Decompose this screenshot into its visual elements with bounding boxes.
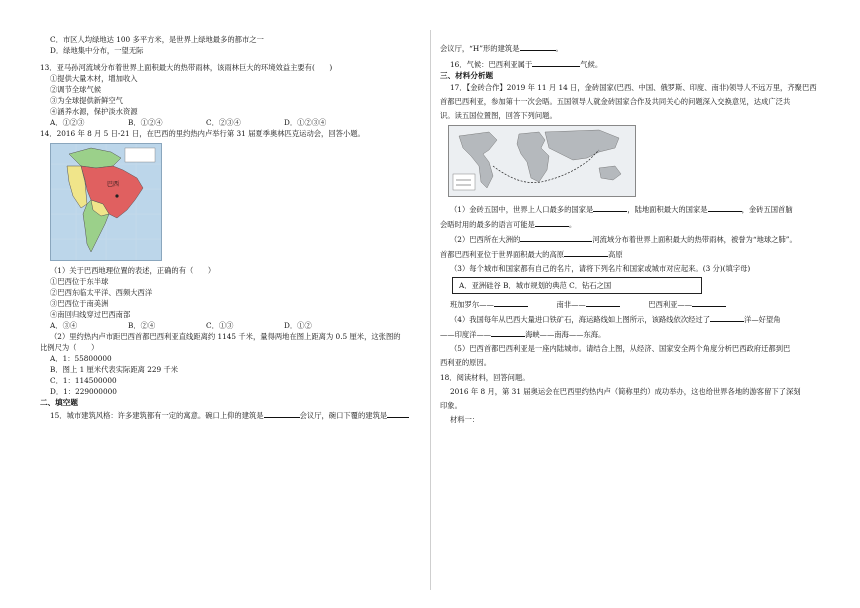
q14-sub2-option-b: B．图上 1 厘米代表实际距离 229 千米 <box>50 365 179 374</box>
q17-intro-2: 首都巴西利亚，参加第十一次会晤。五国领导人就金砖国家合作及共同关心的问题深入交换意见，达成广泛共 <box>440 97 791 106</box>
map-legend <box>125 148 155 162</box>
q17-s3-stem: （3）每个城市和国家都有自己的名片，请将下列名片和国家或城市对应起来。(3 分)(填字母) <box>450 264 751 273</box>
q14-sub1-item: ④南回归线穿过巴西南部 <box>50 310 131 319</box>
q13-options <box>40 117 420 128</box>
q14-sub1-option-c: C．①③ <box>206 321 234 330</box>
q17-s2-text: 河流域分布着世界上面积最大的热带雨林，被誉为“地球之肺”。 <box>592 235 797 244</box>
brics-world-map <box>448 125 636 197</box>
q15-cont-text-b: 。 <box>555 44 563 53</box>
q17-s3-blank-1[interactable] <box>494 298 528 307</box>
q17-s2-text: 首都巴西利亚位于世界面积最大的高原 <box>440 250 565 259</box>
q13-item: ②调节全球气候 <box>50 85 102 94</box>
q14-sub1-options <box>40 320 420 331</box>
landmass-asia <box>545 130 619 160</box>
world-map-legend <box>453 174 475 190</box>
q17-s1-text: 会晤时用的最多的语言可能是 <box>440 220 535 229</box>
landmass-europe-africa <box>517 132 549 182</box>
q17-s2-text: （2）巴西所在大洲的 <box>450 235 521 244</box>
q16-text <box>440 58 828 70</box>
landmass-australia <box>599 166 621 180</box>
q17-s4-line2 <box>440 328 828 340</box>
q17-s1-text: （1）金砖五国中，世界上人口最多的国家是 <box>450 205 594 214</box>
q17-intro-3: 识。读五国位置图，回答下列问题。 <box>440 111 557 120</box>
q17-s2-text: 高原 <box>608 250 623 259</box>
section-material-heading: 三、材料分析题 <box>440 71 494 80</box>
q18-para-1: 2016 年 8 月，第 31 届奥运会在巴西里约热内卢（简称里约）成功举办，这也给世界各地的游客留下了深刻 <box>450 387 801 396</box>
q17-s3-blank-3[interactable] <box>692 298 726 307</box>
q14-sub2-option-c: C．1：114500000 <box>50 376 117 385</box>
q13-option-c: C．②③④ <box>206 118 241 127</box>
q14-sub2-stem: （2）里约热内卢市距巴西首都巴西利亚直线距离约 1145 千米，量得两地在图上距离为 0.5 厘米，这张图的 <box>50 332 401 341</box>
q15-blank-3[interactable] <box>520 42 556 51</box>
q17-s3-answer-label: 班加罗尔—— <box>450 300 494 309</box>
q17-s3-blank-2[interactable] <box>586 298 620 307</box>
q14-sub1-stem: （1）关于巴西地理位置的表述，正确的有（ ） <box>50 266 216 275</box>
q17-s3-answers <box>440 298 828 310</box>
q13-option-b: B．①②④ <box>128 118 163 127</box>
q14-sub1-option-b: B．②④ <box>128 321 156 330</box>
q17-s2-line1 <box>440 233 828 245</box>
q17-s4-text: （4）我国每年从巴西大量进口铁矿石，海运路线如上图所示，该路线依次经过了 <box>450 315 711 324</box>
q17-s4-blank-1[interactable] <box>710 313 744 322</box>
q17-s5-line1: （5）巴西首都巴西利亚是一座内陆城市。请结合上图，从经济、国家安全两个角度分析巴西政府迁都到巴 <box>450 344 791 353</box>
q14-sub1-option-d: D．①② <box>284 321 312 330</box>
q17-s4-line1 <box>440 313 828 325</box>
south-america-map-svg <box>51 144 161 260</box>
q17-s2-blank-1[interactable] <box>520 233 592 242</box>
q17-s1-text: ，陆地面积最大的国家是 <box>627 205 708 214</box>
q15-continued <box>440 42 828 54</box>
q14-sub1-option-a: A．③④ <box>50 321 78 330</box>
q17-s2-line2 <box>440 248 828 260</box>
q13-option-a: A．①②③ <box>50 118 85 127</box>
q17-s5-line2: 西利亚的原因。 <box>440 358 492 367</box>
world-landmasses <box>459 130 621 188</box>
q12-option-c: C．市区人均绿地达 100 多平方米，是世界上绿地最多的都市之一 <box>50 35 264 44</box>
q16-blank[interactable] <box>532 58 580 67</box>
q16-text-b: 气候。 <box>580 60 603 69</box>
q17-s4-text: 海峡——南海——东海。 <box>525 330 606 339</box>
q13-item: ③为全球提供新鲜空气 <box>50 96 123 105</box>
q15-text-a: 15．城市建筑风格：许多建筑都有一定的寓意。碗口上仰的建筑是 <box>50 411 264 420</box>
section-fill-in-heading: 二、填空题 <box>40 398 78 407</box>
q17-s1-blank-3[interactable] <box>535 218 569 227</box>
q17-s3-answer-label: 南非—— <box>556 300 586 309</box>
q13-item: ④涵养水源，保护淡水资源 <box>50 107 138 116</box>
q17-s1-line2 <box>440 218 828 230</box>
q14-stem: 14．2016 年 8 月 5 日-21 日，在巴西的里约热内卢举行第 31 届夏季奥林匹克运动会，回答小题。 <box>40 129 365 138</box>
q17-s1-text: 。 <box>568 220 577 229</box>
q17-intro-1: 17．【金砖合作】2019 年 11 月 14 日，金砖国家(巴西、中国、俄罗斯、印度、南非)领导人不远万里，齐聚巴西 <box>450 83 817 92</box>
q12-option-d: D．绿地集中分布，一望无际 <box>50 46 144 55</box>
q17-s4-blank-2[interactable] <box>491 328 525 337</box>
left-column <box>40 34 420 421</box>
q18-material-1: 材料一： <box>450 415 480 424</box>
column-divider <box>430 30 431 590</box>
q15-blank-1[interactable] <box>264 409 300 418</box>
q17-card-options: A．亚洲硅谷 B．城市规划的典范 C．钻石之国 <box>452 277 702 294</box>
q14-sub1-item: ②巴西东临太平洋、西频大西洋 <box>50 288 153 297</box>
q15-text-b: 会议厅，碗口下覆的建筑是 <box>299 411 388 420</box>
q15-text <box>40 409 420 421</box>
q13-stem: 13．亚马孙河流域分布着世界上面积最大的热带雨林，该雨林巨大的环境效益主要有( ) <box>40 63 333 72</box>
q14-sub1-item: ③巴西位于南美洲 <box>50 299 109 308</box>
q17-s1-blank-2[interactable] <box>708 203 742 212</box>
q14-sub2-stem-cont: 比例尺为（ ） <box>40 343 99 352</box>
q17-s1-blank-1[interactable] <box>593 203 627 212</box>
q17-s3-answer-label: 巴西利亚—— <box>648 300 693 309</box>
q17-s4-text: ——印度洋—— <box>440 330 492 339</box>
brasilia-marker <box>115 194 118 197</box>
q15-blank-2[interactable] <box>387 409 409 418</box>
q13-option-d: D．①②③④ <box>284 118 327 127</box>
q16-text-a: 16．气候：巴西利亚属于 <box>450 60 533 69</box>
q18-stem: 18．阅读材料，回答问题。 <box>440 373 530 382</box>
q17-s1-line1 <box>440 203 828 215</box>
right-column <box>440 42 828 425</box>
brics-world-map-svg <box>449 126 635 196</box>
q14-sub2-option-d: D．1：229000000 <box>50 387 117 396</box>
q14-sub1-item: ①巴西位于东半球 <box>50 277 109 286</box>
q17-s2-blank-2[interactable] <box>564 248 608 257</box>
map-label-brazil: 巴西 <box>107 181 120 188</box>
south-america-map <box>50 143 162 261</box>
q13-item: ①提供大量木材，增加收入 <box>50 74 138 83</box>
q17-s1-text: ，金砖五国首脑 <box>741 205 793 214</box>
q17-s4-text: 洋—好望角 <box>744 315 781 324</box>
continent-north <box>69 148 121 168</box>
q14-sub2-option-a: A．1：55800000 <box>50 354 112 363</box>
q18-para-2: 印象。 <box>440 401 462 410</box>
q15-cont-text-a: 会议厅，“H”形的建筑是 <box>440 44 520 53</box>
